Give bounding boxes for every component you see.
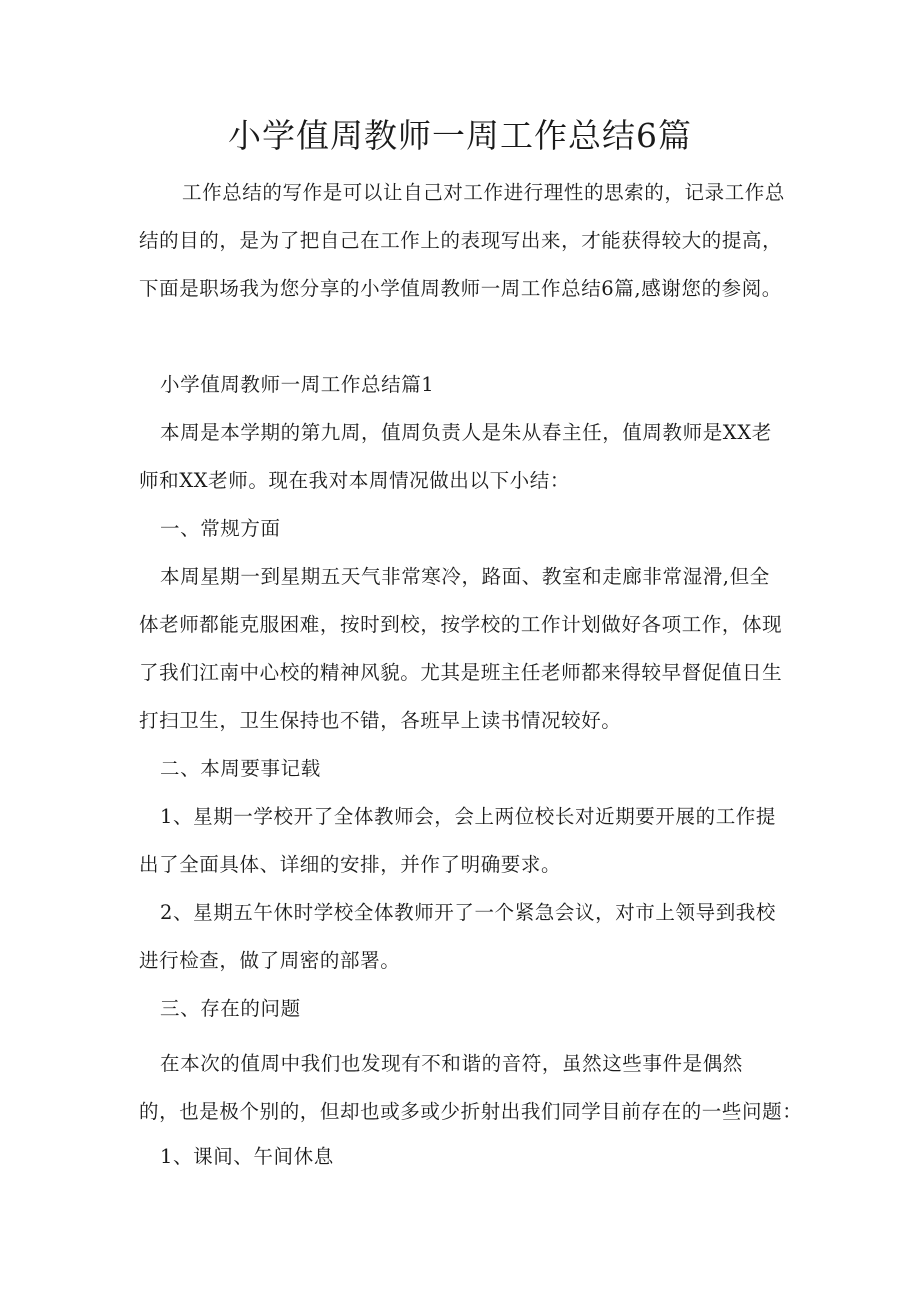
- paragraph-line: 打扫卫生，卫生保持也不错，各班早上读书情况较好。: [139, 709, 622, 732]
- paragraph-line: 进行检查，做了周密的部署。: [139, 949, 401, 972]
- paragraph-line: 1、星期一学校开了全体教师会，会上两位校长对近期要开展的工作提: [160, 805, 777, 828]
- subheading: 1、课间、午间休息: [160, 1145, 334, 1168]
- intro-line: 下面是职场我为您分享的小学值周教师一周工作总结6篇,感谢您的参阅。: [139, 277, 782, 300]
- intro-line: 工作总结的写作是可以让自己对工作进行理性的思索的，记录工作总: [182, 181, 786, 204]
- subheading: 三、存在的问题: [160, 997, 301, 1020]
- document-title: 小学值周教师一周工作总结6篇: [228, 116, 692, 155]
- paragraph-line: 本周星期一到星期五天气非常寒冷，路面、教室和走廊非常湿滑,但全: [160, 565, 770, 588]
- paragraph-line: 2、星期五午休时学校全体教师开了一个紧急会议，对市上领导到我校: [160, 901, 777, 924]
- paragraph-line: 体老师都能克服困难，按时到校，按学校的工作计划做好各项工作，体现: [139, 613, 783, 636]
- paragraph-line: 师和XX老师。现在我对本周情况做出以下小结：: [139, 469, 570, 492]
- intro-line: 结的目的，是为了把自己在工作上的表现写出来，才能获得较大的提高，: [139, 229, 783, 252]
- subheading: 二、本周要事记载: [160, 757, 321, 780]
- paragraph-line: 出了全面具体、详细的安排，并作了明确要求。: [139, 853, 562, 876]
- subheading: 一、常规方面: [160, 517, 281, 540]
- paragraph-line: 本周是本学期的第九周，值周负责人是朱从春主任，值周教师是XX老: [160, 421, 772, 444]
- paragraph-line: 的，也是极个别的，但却也或多或少折射出我们同学目前存在的一些问题：: [139, 1100, 803, 1123]
- section-heading: 小学值周教师一周工作总结篇1: [160, 373, 435, 396]
- paragraph-line: 了我们江南中心校的精神风貌。尤其是班主任老师都来得较早督促值日生: [139, 661, 783, 684]
- paragraph-line: 在本次的值周中我们也发现有不和谐的音符，虽然这些事件是偶然: [160, 1052, 743, 1075]
